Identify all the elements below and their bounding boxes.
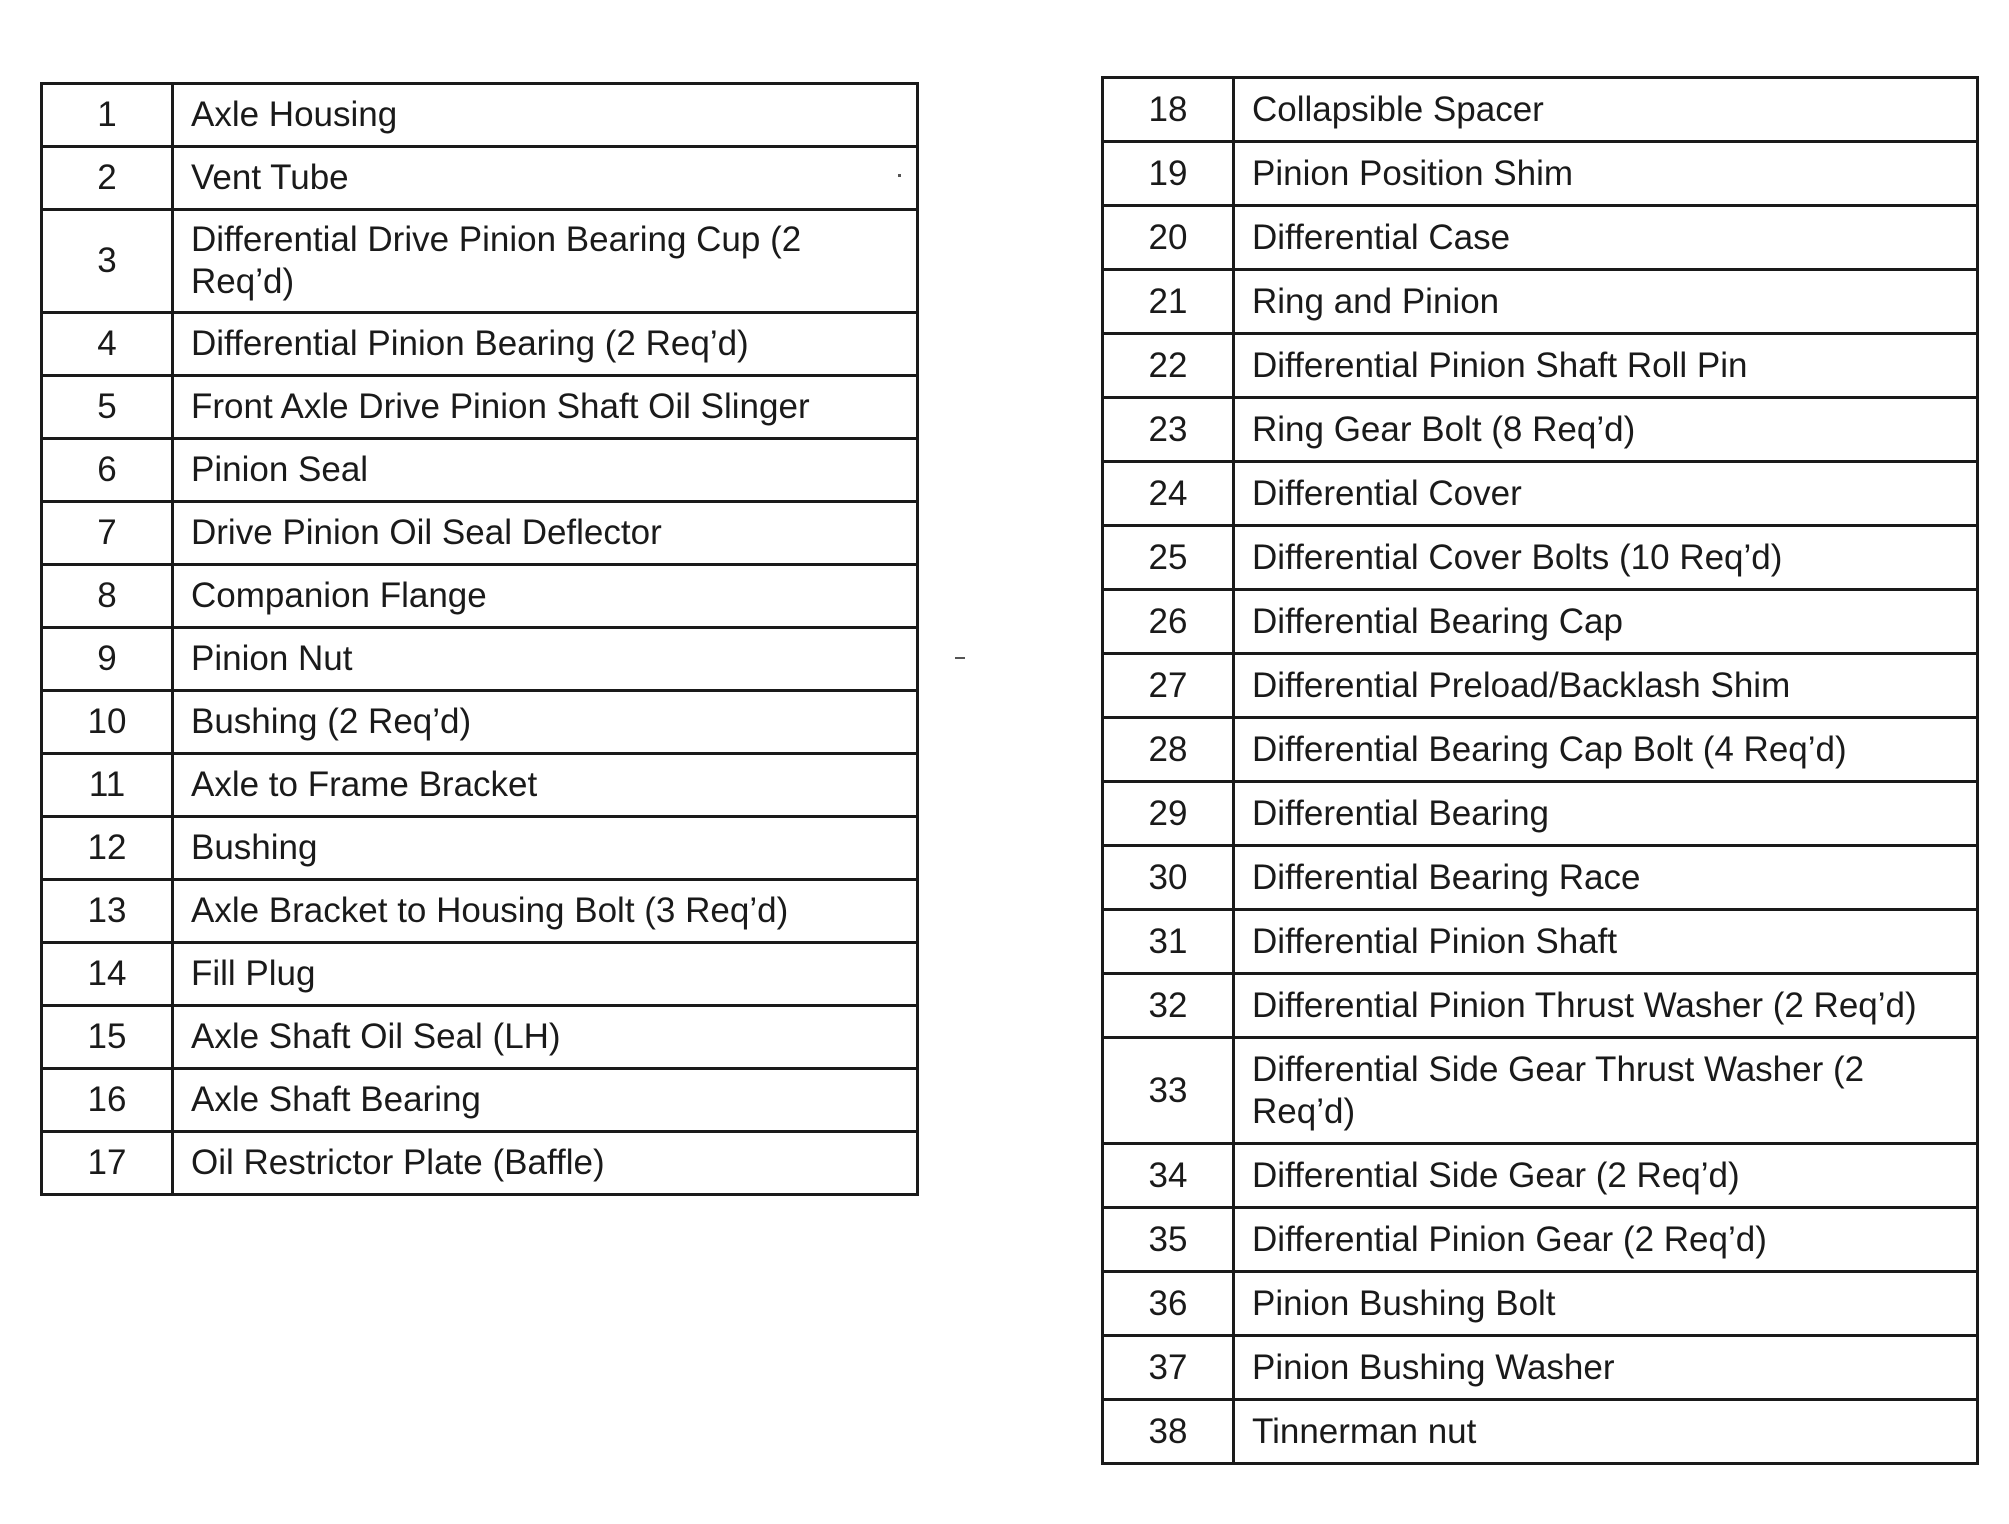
part-number: 35 bbox=[1103, 1208, 1234, 1272]
table-row bbox=[1103, 910, 1978, 974]
table-row bbox=[1103, 1336, 1978, 1400]
part-number: 2 bbox=[42, 147, 173, 210]
part-name: Differential Bearing Cap bbox=[1234, 590, 1978, 654]
part-name: Axle to Frame Bracket bbox=[173, 754, 918, 817]
part-number: 19 bbox=[1103, 142, 1234, 206]
part-number: 17 bbox=[42, 1132, 173, 1195]
part-name: Differential Pinion Bearing (2 Req’d) bbox=[173, 313, 918, 376]
part-number: 30 bbox=[1103, 846, 1234, 910]
part-name: Pinion Bushing Bolt bbox=[1234, 1272, 1978, 1336]
table-row bbox=[1103, 1400, 1978, 1464]
parts-table-left-body bbox=[42, 84, 918, 1195]
part-number: 10 bbox=[42, 691, 173, 754]
part-name: Companion Flange bbox=[173, 565, 918, 628]
part-number: 8 bbox=[42, 565, 173, 628]
part-name: Differential Pinion Shaft Roll Pin bbox=[1234, 334, 1978, 398]
part-number: 26 bbox=[1103, 590, 1234, 654]
part-number: 38 bbox=[1103, 1400, 1234, 1464]
part-number: 24 bbox=[1103, 462, 1234, 526]
part-number: 28 bbox=[1103, 718, 1234, 782]
table-row bbox=[42, 565, 918, 628]
part-number: 11 bbox=[42, 754, 173, 817]
part-name: Bushing bbox=[173, 817, 918, 880]
parts-table-left bbox=[40, 82, 919, 1196]
table-row bbox=[42, 210, 918, 313]
scan-speck bbox=[898, 174, 901, 177]
table-row bbox=[1103, 718, 1978, 782]
table-row bbox=[1103, 590, 1978, 654]
table-row bbox=[42, 376, 918, 439]
table-row bbox=[42, 1132, 918, 1195]
part-number: 12 bbox=[42, 817, 173, 880]
part-number: 9 bbox=[42, 628, 173, 691]
table-row bbox=[1103, 1038, 1978, 1144]
part-number: 21 bbox=[1103, 270, 1234, 334]
table-row bbox=[1103, 78, 1978, 142]
part-name: Bushing (2 Req’d) bbox=[173, 691, 918, 754]
part-name: Differential Pinion Thrust Washer (2 Req’d) bbox=[1234, 974, 1978, 1038]
part-name: Differential Pinion Shaft bbox=[1234, 910, 1978, 974]
part-number: 32 bbox=[1103, 974, 1234, 1038]
part-name: Pinion Seal bbox=[173, 439, 918, 502]
part-name: Pinion Position Shim bbox=[1234, 142, 1978, 206]
part-number: 34 bbox=[1103, 1144, 1234, 1208]
part-number: 25 bbox=[1103, 526, 1234, 590]
part-number: 15 bbox=[42, 1006, 173, 1069]
part-name: Oil Restrictor Plate (Baffle) bbox=[173, 1132, 918, 1195]
part-name: Differential Preload/Backlash Shim bbox=[1234, 654, 1978, 718]
part-name: Differential Case bbox=[1234, 206, 1978, 270]
part-number: 23 bbox=[1103, 398, 1234, 462]
part-name: Differential Drive Pinion Bearing Cup (2 Req’d) bbox=[173, 210, 918, 313]
part-number: 3 bbox=[42, 210, 173, 313]
table-row bbox=[42, 880, 918, 943]
part-name: Collapsible Spacer bbox=[1234, 78, 1978, 142]
part-name: Differential Side Gear Thrust Washer (2 Req’d) bbox=[1234, 1038, 1978, 1144]
scan-speck bbox=[955, 657, 965, 659]
table-row bbox=[1103, 398, 1978, 462]
part-name: Differential Pinion Gear (2 Req’d) bbox=[1234, 1208, 1978, 1272]
part-number: 36 bbox=[1103, 1272, 1234, 1336]
part-number: 4 bbox=[42, 313, 173, 376]
part-number: 29 bbox=[1103, 782, 1234, 846]
table-row bbox=[42, 1006, 918, 1069]
table-row bbox=[42, 691, 918, 754]
part-number: 6 bbox=[42, 439, 173, 502]
table-row bbox=[1103, 1144, 1978, 1208]
table-row bbox=[42, 313, 918, 376]
part-name: Vent Tube bbox=[173, 147, 918, 210]
table-row bbox=[1103, 654, 1978, 718]
part-name: Ring Gear Bolt (8 Req’d) bbox=[1234, 398, 1978, 462]
table-row bbox=[42, 754, 918, 817]
table-row bbox=[42, 1069, 918, 1132]
part-number: 1 bbox=[42, 84, 173, 147]
table-row bbox=[1103, 1208, 1978, 1272]
table-row bbox=[1103, 270, 1978, 334]
parts-table-right-body bbox=[1103, 78, 1978, 1464]
table-row bbox=[1103, 206, 1978, 270]
part-number: 5 bbox=[42, 376, 173, 439]
part-number: 37 bbox=[1103, 1336, 1234, 1400]
table-row bbox=[42, 147, 918, 210]
table-row bbox=[42, 817, 918, 880]
part-number: 20 bbox=[1103, 206, 1234, 270]
part-number: 16 bbox=[42, 1069, 173, 1132]
part-name: Fill Plug bbox=[173, 943, 918, 1006]
part-name: Axle Bracket to Housing Bolt (3 Req’d) bbox=[173, 880, 918, 943]
table-row bbox=[1103, 142, 1978, 206]
table-row bbox=[42, 943, 918, 1006]
table-row bbox=[1103, 334, 1978, 398]
table-row bbox=[1103, 462, 1978, 526]
table-row bbox=[1103, 974, 1978, 1038]
part-number: 18 bbox=[1103, 78, 1234, 142]
part-name: Axle Shaft Oil Seal (LH) bbox=[173, 1006, 918, 1069]
part-number: 14 bbox=[42, 943, 173, 1006]
part-name: Differential Bearing Race bbox=[1234, 846, 1978, 910]
part-number: 31 bbox=[1103, 910, 1234, 974]
part-name: Pinion Bushing Washer bbox=[1234, 1336, 1978, 1400]
part-name: Differential Cover Bolts (10 Req’d) bbox=[1234, 526, 1978, 590]
table-row bbox=[1103, 1272, 1978, 1336]
part-name: Differential Bearing Cap Bolt (4 Req’d) bbox=[1234, 718, 1978, 782]
table-row bbox=[1103, 782, 1978, 846]
table-row bbox=[42, 439, 918, 502]
part-name: Tinnerman nut bbox=[1234, 1400, 1978, 1464]
part-name: Axle Shaft Bearing bbox=[173, 1069, 918, 1132]
part-number: 7 bbox=[42, 502, 173, 565]
table-row bbox=[1103, 846, 1978, 910]
part-number: 22 bbox=[1103, 334, 1234, 398]
part-name: Pinion Nut bbox=[173, 628, 918, 691]
table-row bbox=[1103, 526, 1978, 590]
table-row bbox=[42, 502, 918, 565]
table-row bbox=[42, 628, 918, 691]
parts-table-right bbox=[1101, 76, 1979, 1465]
part-number: 33 bbox=[1103, 1038, 1234, 1144]
part-number: 27 bbox=[1103, 654, 1234, 718]
part-name: Axle Housing bbox=[173, 84, 918, 147]
part-number: 13 bbox=[42, 880, 173, 943]
part-name: Drive Pinion Oil Seal Deflector bbox=[173, 502, 918, 565]
part-name: Ring and Pinion bbox=[1234, 270, 1978, 334]
table-row bbox=[42, 84, 918, 147]
part-name: Differential Side Gear (2 Req’d) bbox=[1234, 1144, 1978, 1208]
part-name: Differential Bearing bbox=[1234, 782, 1978, 846]
part-name: Differential Cover bbox=[1234, 462, 1978, 526]
part-name: Front Axle Drive Pinion Shaft Oil Slinger bbox=[173, 376, 918, 439]
